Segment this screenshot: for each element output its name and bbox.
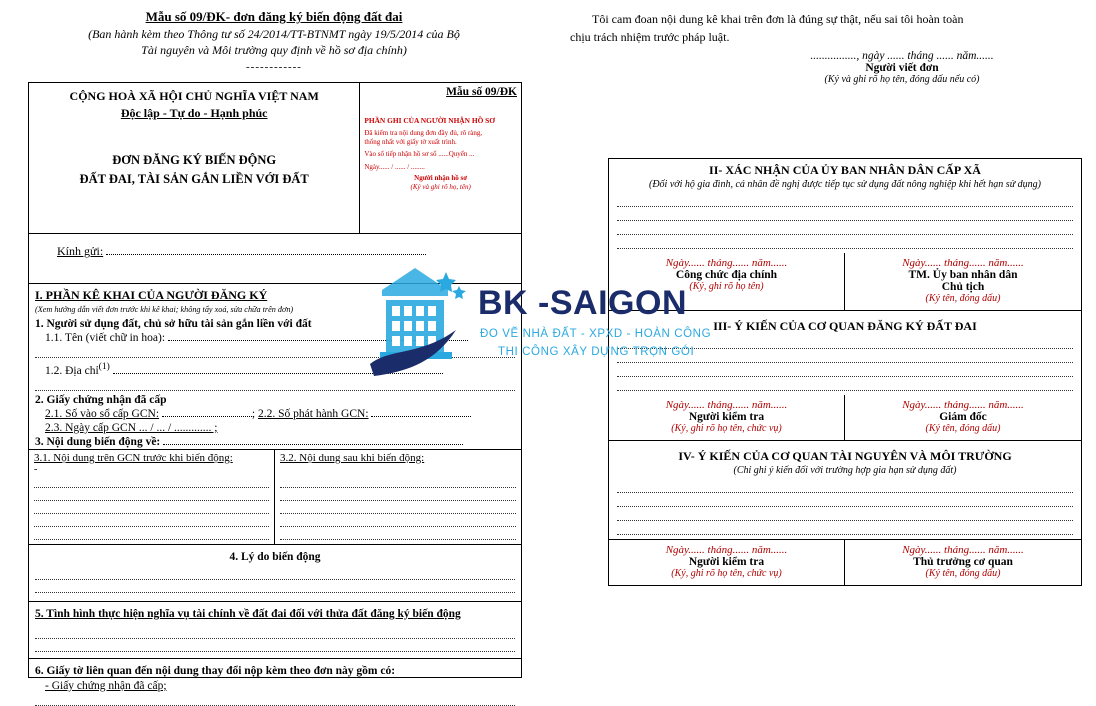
item-4-line-1[interactable] [35,569,515,580]
item-3-1-column [29,450,275,544]
authority-sections-box [608,158,1082,586]
document-header [0,0,548,75]
receiver-sign-note: (Ký và ghi rõ họ, tên) [410,183,471,192]
receiver-note-cell [360,83,521,233]
section-iii-left-role: Người kiểm tra [688,411,765,423]
item-3-2-column [275,450,521,544]
applicant-role: Người viết đơn [865,62,939,74]
item-3-2-line-4[interactable] [280,516,516,527]
commitment-block [548,0,1096,46]
item-2-1-input[interactable] [162,416,252,417]
watermark-tagline-1: ĐO VẼ NHÀ ĐẤT - XPXD - HOÀN CÔNG [480,328,712,340]
applicant-date-line[interactable]: ................, ngày ...... tháng ...... năm...... [810,50,994,62]
item-3-subtable [29,449,521,544]
section-iii-right-signature [845,395,1081,440]
item-4-line-2[interactable] [35,582,515,593]
national-motto: Độc lập - Tự do - Hạnh phúc [120,106,268,120]
section-iv-left-role: Người kiểm tra [688,556,765,568]
receiver-date: Ngày...... / ...... / ........ [364,163,425,172]
section-iv-left-sign: (Ký, ghi rõ họ tên, chức vụ) [671,568,782,579]
item-2-3-row [29,421,521,435]
item-3-2-label: 3.2. Nội dung sau khi biến động: [280,451,425,464]
form-top-row [29,83,521,233]
section-ii-line-2[interactable] [617,210,1073,221]
commitment-line-1: Tôi cam đoan nội dung kê khai trên đơn là đúng sự thật, nếu sai tôi hoàn toàn [592,12,964,26]
section-iv-subtitle: (Chỉ ghi ý kiến đối với trường hợp gia hạn sử dụng đất) [733,465,957,476]
section-iii-line-1[interactable] [617,338,1073,349]
section-iv-right-role: Thủ trưởng cơ quan [913,556,1013,568]
section-ii-subtitle: (Đối với hộ gia đình, cá nhân đề nghị được tiếp tục sử dụng đất nông nghiệp khi hết hạn sử dụng) [649,179,1041,190]
form-title-line-1: ĐƠN ĐĂNG KÝ BIẾN ĐỘNG [112,153,277,167]
item-2-1-label: 2.1. Số vào sổ cấp GCN: [45,407,160,420]
section-iii-right-role: Giám đốc [939,411,987,423]
section-i [29,284,521,545]
section-iv-signatures [609,539,1081,585]
recipient-label-wrap [29,234,521,265]
form-code: Mẫu số 09/ĐK [446,86,517,98]
section-iv [609,441,1081,585]
item-3-1-line-1[interactable] [34,477,269,488]
item-3-1-line-2[interactable] [34,490,269,501]
recipient-row [29,233,521,284]
section-ii-right-role-1: TM. Ủy ban nhân dân [908,269,1018,281]
item-3-2-line-1[interactable] [280,477,516,488]
commitment-line-2: chịu trách nhiệm trước pháp luật. [570,30,730,44]
section-iv-title: IV- Ý KIẾN CỦA CƠ QUAN TÀI NGUYÊN VÀ MÔI TRƯỜNG [678,449,1012,463]
recipient-label: Kính gửi: [57,244,104,258]
item-3-1-dash: - [34,463,38,475]
section-iii-title: III- Ý KIẾN CỦA CƠ QUAN ĐĂNG KÝ ĐẤT ĐAI [713,319,977,333]
item-3-1-line-4[interactable] [34,516,269,527]
item-2-1-row: 2.1. Số vào sổ cấp GCN: ; 2.2. Số phát hành GCN: [29,407,521,421]
item-6-line-1[interactable] [35,695,515,706]
section-iii-right-date[interactable]: Ngày...... tháng...... năm...... [902,399,1024,411]
receiver-line-3: Vào sổ tiếp nhận hồ sơ số ......Quyển ... [364,150,475,159]
applicant-sign-block [708,50,1096,85]
item-3-input[interactable] [163,444,463,445]
section-iv-line-1[interactable] [617,482,1073,493]
item-6-section [29,659,521,706]
section-iii-left-signature [609,395,845,440]
item-3-label [29,435,521,449]
section-iii-left-sign: (Ký, ghi rõ họ tên, chức vụ) [671,423,782,434]
header-line-3: Tài nguyên và Môi trường quy định về hồ sơ địa chính) [141,43,407,58]
item-1-2-line-2[interactable] [35,380,515,391]
section-ii-left-signature [609,253,845,310]
receiver-line-2: thống nhất với giấy tờ xuất trình. [364,138,457,147]
item-1-2-input[interactable] [113,373,443,374]
section-ii-left-sign: (Ký, ghi rõ họ tên) [689,281,764,292]
item-4-section [29,545,521,602]
item-1-1-label: 1.1. Tên (viết chữ in hoa): [45,332,166,344]
section-iv-right-sign: (Ký tên, đóng dấu) [925,568,1001,579]
section-ii-right-date[interactable]: Ngày...... tháng...... năm...... [902,257,1024,269]
section-iii-left-date[interactable]: Ngày...... tháng...... năm...... [665,399,788,411]
section-ii-title: II- XÁC NHẬN CỦA ỦY BAN NHÂN DÂN CẤP XÃ [709,163,981,177]
applicant-sign-note: (Ký và ghi rõ họ tên, đóng dấu nếu có) [824,74,980,85]
section-ii-right-sign: (Ký tên, đóng dấu) [925,293,1001,304]
item-1-2-label: 1.2. Địa chỉ [45,364,99,377]
section-ii [609,159,1081,311]
watermark-tagline-2: THI CÔNG XÂY DỰNG TRỌN GÓI [498,346,695,358]
section-iv-line-3[interactable] [617,510,1073,521]
section-iii-line-3[interactable] [617,366,1073,377]
section-i-title: I. PHẦN KÊ KHAI CỦA NGƯỜI ĐĂNG KÝ [35,288,268,302]
receiver-box-title: PHẦN GHI CỦA NGƯỜI NHẬN HỒ SƠ [364,116,496,125]
item-1-1-input[interactable] [168,340,468,341]
section-iv-left-signature [609,540,845,585]
watermark-brand: BK -SAIGON [478,284,687,322]
item-2-3-label[interactable]: 2.3. Ngày cấp GCN ... / ... / ............. ; [45,421,218,434]
national-title: CỘNG HOÀ XÃ HỘI CHỦ NGHĨA VIỆT NAM [69,89,319,103]
section-iv-right-signature [845,540,1081,585]
item-2-label: 2. Giấy chứng nhận đã cấp [35,393,167,406]
item-5-label: 5. Tình hình thực hiện nghĩa vụ tài chính về đất đai đối với thửa đất đăng ký biến động [35,607,461,620]
section-iii-signatures [609,395,1081,440]
item-6-label: 6. Giấy tờ liên quan đến nội dung thay đổi nộp kèm theo đơn này gồm có: [35,664,396,677]
item-2-2-input[interactable] [371,416,471,417]
receiver-line-1: Đã kiểm tra nội dung đơn đầy đủ, rõ ràng, [364,128,483,137]
section-iv-left-date[interactable]: Ngày...... tháng...... năm...... [665,544,788,556]
left-column [0,0,548,692]
item-6-1-label: - Giấy chứng nhận đã cấp; [45,679,167,692]
item-3-1-label: 3.1. Nội dung trên GCN trước khi biến động: [34,451,233,464]
item-5-line-2[interactable] [35,641,515,652]
item-4-label: 4. Lý do biến động [229,550,321,563]
national-heading-cell [29,83,360,233]
item-3-2-line-2[interactable] [280,490,516,501]
header-divider-dashes: ------------ [246,61,302,74]
section-ii-right-signature [845,253,1081,310]
right-column [548,0,1096,681]
header-line-1: Mẫu số 09/ĐK- đơn đăng ký biến động đất đai [145,9,403,24]
item-5-line-1[interactable] [35,628,515,639]
section-iv-line-4[interactable] [617,524,1073,535]
section-iv-line-2[interactable] [617,496,1073,507]
item-1-2-row [29,360,521,378]
item-3-2-line-3[interactable] [280,503,516,514]
section-i-note: (Xem hướng dẫn viết đơn trước khi kê khai; không tẩy xoá, sửa chữa trên đơn) [35,305,294,314]
item-5-section [29,602,521,659]
section-ii-line-1[interactable] [617,196,1073,207]
section-iii-line-2[interactable] [617,352,1073,363]
item-3-text: 3. Nội dung biến động về: [35,435,161,448]
section-iii-line-4[interactable] [617,380,1073,391]
section-iv-right-date[interactable]: Ngày...... tháng...... năm...... [902,544,1024,556]
item-3-2-line-5[interactable] [280,529,516,540]
item-2-2-label: 2.2. Số phát hành GCN: [258,407,369,420]
item-1-1-line-2[interactable] [35,347,515,358]
section-iii-right-sign: (Ký tên, đóng dấu) [925,423,1001,434]
item-3-1-line-5[interactable] [34,529,269,540]
form-title-line-2: ĐẤT ĐAI, TÀI SẢN GẮN LIỀN VỚI ĐẤT [79,171,309,186]
item-1-label: 1. Người sử dụng đất, chủ sở hữu tài sản gắn liền với đất [35,318,312,330]
header-line-2: (Ban hành kèm theo Thông tư số 24/2014/TT-BTNMT ngày 19/5/2014 của Bộ [88,26,460,41]
recipient-input[interactable] [106,254,426,255]
receiver-role: Người nhận hồ sơ [414,174,468,183]
application-form-box [28,82,522,692]
section-ii-line-4[interactable] [617,238,1073,249]
section-ii-left-date[interactable]: Ngày...... tháng...... năm...... [665,257,788,269]
section-iii [609,311,1081,441]
item-3-1-line-3[interactable] [34,503,269,514]
item-1-1-row [29,331,521,345]
section-ii-left-role: Công chức địa chính [675,269,778,281]
item-1-2-footnote: (1) [98,361,110,372]
section-ii-line-3[interactable] [617,224,1073,235]
section-ii-right-role-2: Chủ tịch [941,281,985,293]
section-ii-signatures [609,253,1081,310]
